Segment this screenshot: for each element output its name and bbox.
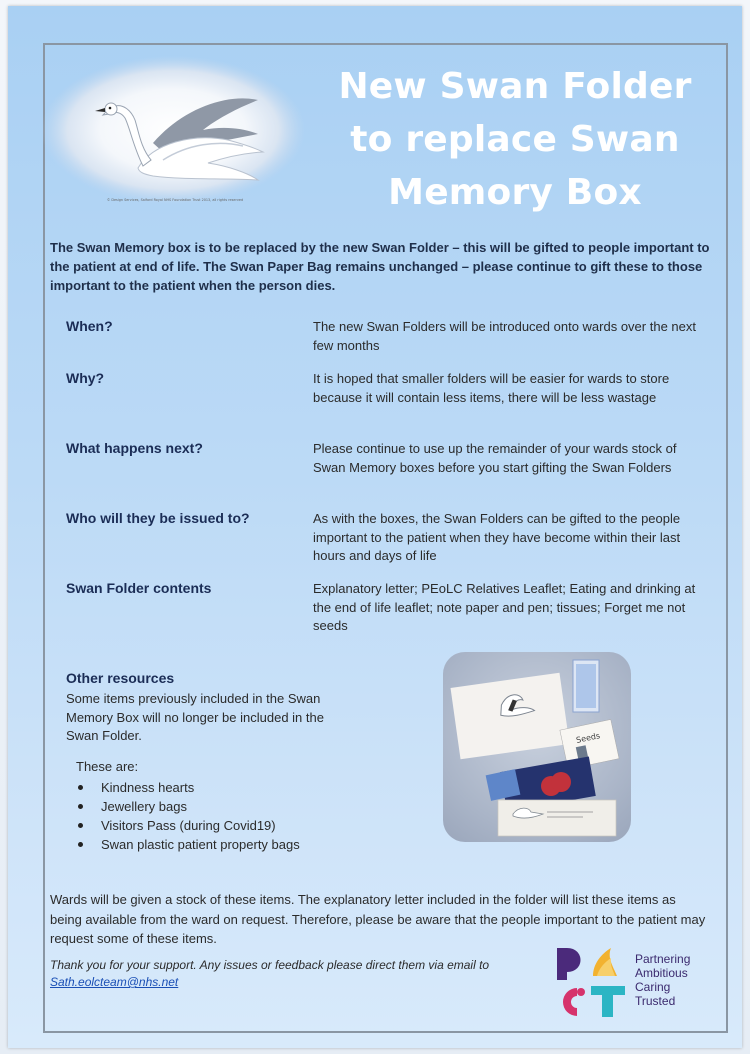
list-item: Swan plastic patient property bags <box>76 835 300 854</box>
value-when: The new Swan Folders will be introduced onto wards over the next few months <box>313 319 696 353</box>
resources-list <box>76 778 300 854</box>
value-why: It is hoped that smaller folders will be easier for wards to store because it will contain less items, there will be less wastage <box>313 371 670 405</box>
title-line-3: Memory Box <box>388 172 642 213</box>
value-what-next: Please continue to use up the remainder of your wards stock of Swan Memory boxes before you start gifting the Swan Folders <box>313 441 677 475</box>
pact-logo <box>555 946 715 1018</box>
seeds-label: Seeds <box>575 731 601 745</box>
list-item: Kindness hearts <box>76 778 300 797</box>
value-contents: Explanatory letter; PEoLC Relatives Leaflet; Eating and drinking at the end of life leaflet; note paper and pen; tissues; Forget me not seeds <box>313 581 696 633</box>
intro-paragraph: The Swan Memory box is to be replaced by the new Swan Folder – this will be gifted to people important to the patient at end of life. The Swan Paper Bag remains unchanged – please continue to gift these to those important to the patient when the person dies. <box>50 240 710 293</box>
resources-text: Some items previously included in the Swan Memory Box will no longer be included in the Swan Folder. <box>66 691 324 743</box>
thanks-message: Thank you for your support. Any issues or feedback please direct them via email to <box>50 958 490 972</box>
label-why: Why? <box>66 370 105 386</box>
folder-contents-photo <box>443 652 631 842</box>
label-contents: Swan Folder contents <box>66 580 212 596</box>
label-who: Who will they be issued to? <box>66 510 250 526</box>
these-are-label: These are: <box>76 759 139 774</box>
list-item: Visitors Pass (during Covid19) <box>76 816 300 835</box>
logo-text <box>635 952 690 1008</box>
title-line-2: to replace Swan <box>350 119 680 160</box>
footer-paragraph: Wards will be given a stock of these items. The explanatory letter included in the folder will list these items as being available from the ward on request. Therefore, please be aware that the people important to the patient may request some of these items. <box>50 892 706 946</box>
swan-icon <box>43 48 308 213</box>
logo-line-1: Partnering <box>635 952 691 966</box>
logo-line-4: Trusted <box>635 994 676 1008</box>
email-link[interactable]: Sath.eolcteam@nhs.net <box>50 975 179 989</box>
value-who: As with the boxes, the Swan Folders can be gifted to the people important to the patient when they have become within their last hours and days of life <box>313 511 681 563</box>
swan-logo <box>43 48 308 213</box>
title-line-1: New Swan Folder <box>338 66 692 107</box>
label-what-next: What happens next? <box>66 440 203 456</box>
label-when: When? <box>66 318 113 334</box>
logo-line-3: Caring <box>635 980 671 994</box>
list-item: Jewellery bags <box>76 797 300 816</box>
swan-caption: © Design Services, Salford Royal NHS Foundation Trust 2013, all rights reserved <box>106 198 244 202</box>
pact-logo-icon <box>555 946 633 1018</box>
thanks-text <box>50 957 540 991</box>
logo-line-2: Ambitious <box>635 966 688 980</box>
resources-title: Other resources <box>66 670 175 686</box>
page-title <box>330 60 700 219</box>
